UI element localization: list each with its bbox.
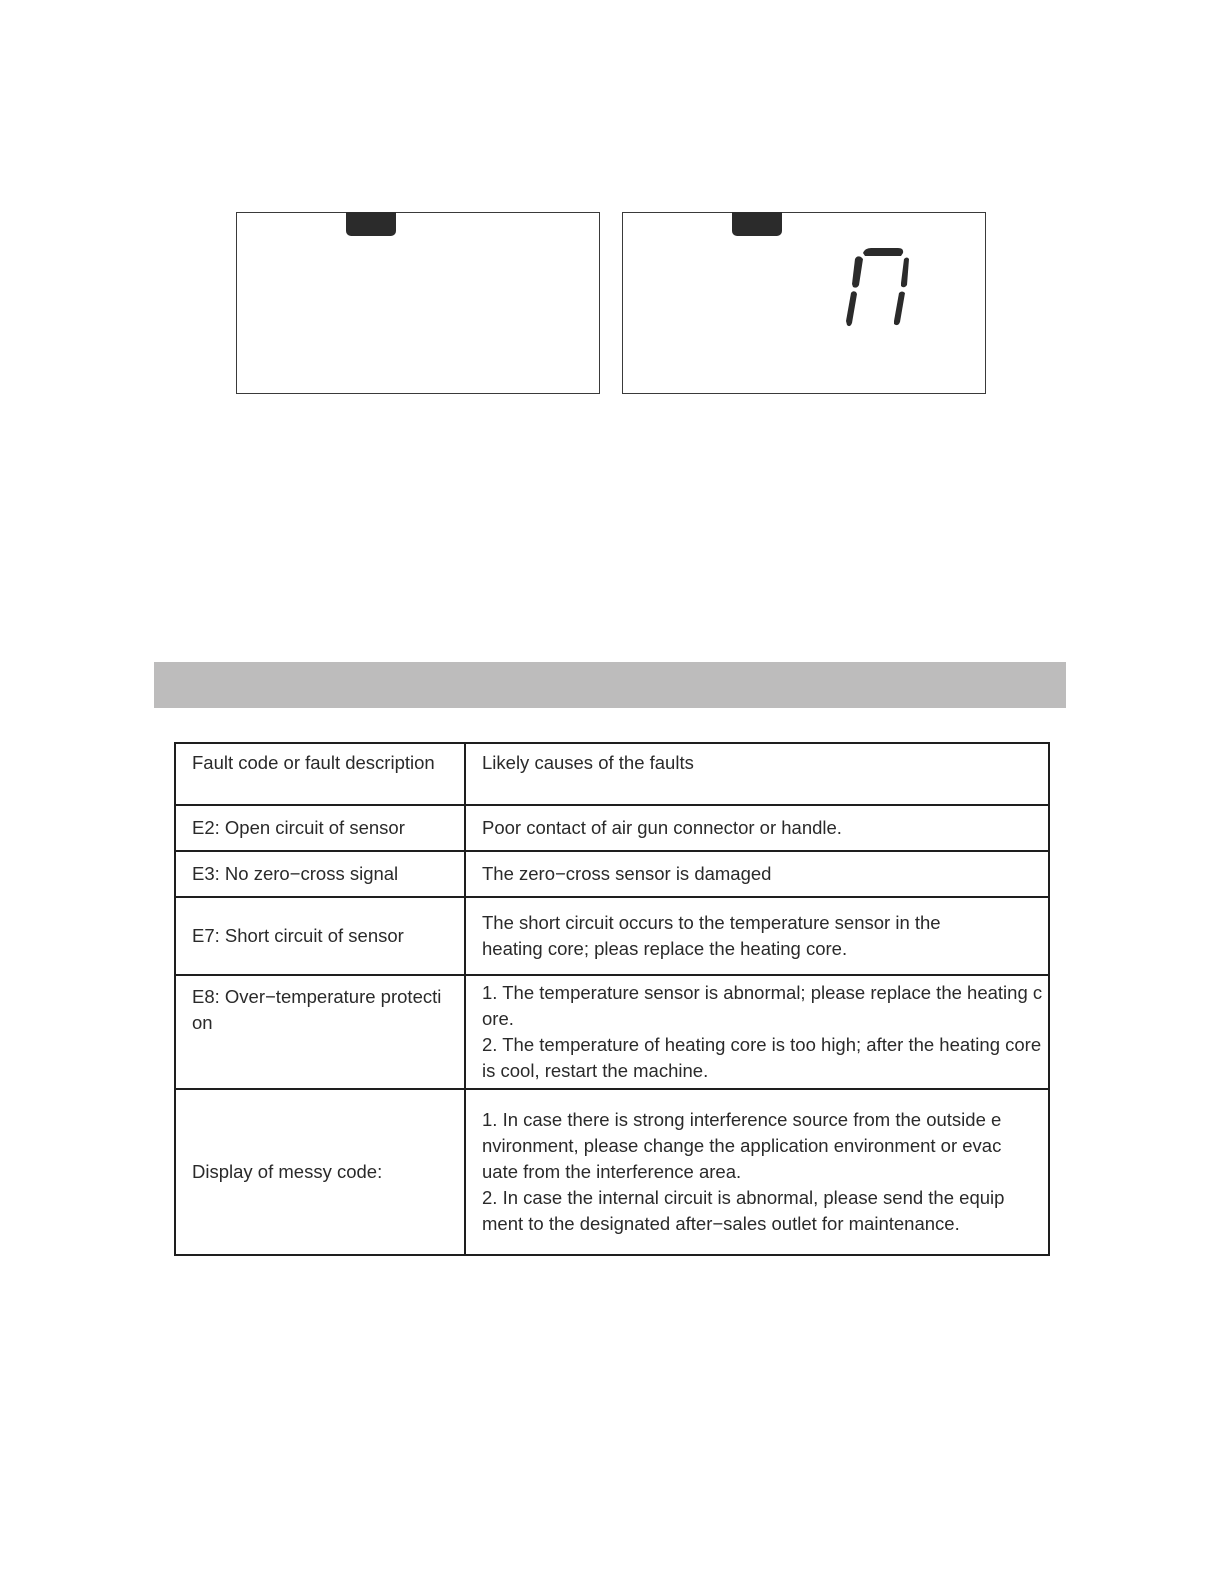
table-row [175,897,1049,975]
cause-text: The zero−cross sensor is damaged [482,863,772,884]
fault-cause-cell [465,1089,1049,1255]
segment-top [863,248,903,256]
lcd-display-blank [236,212,600,394]
fault-code-cell: E7: Short circuit of sensor [175,897,465,975]
table-header-row [175,743,1049,805]
fault-cause-cell [465,975,1049,1089]
fault-code-cell: Display of messy code: [175,1089,465,1255]
fault-code-cell: E8: Over−temperature protection [175,975,465,1089]
segment-lower-left [846,291,857,326]
table-row [175,975,1049,1089]
table-row [175,1089,1049,1255]
header-likely-causes: Likely causes of the faults [465,743,1049,805]
seven-segment-digit-icon [843,247,913,331]
cause-text: 1. In case there is strong interference source from the outside environment, please change the application environment or evacuate from the interference area. [482,1109,1002,1182]
table-row [175,851,1049,897]
lcd-indicator-tab [732,212,782,236]
fault-code-cell: E2: Open circuit of sensor [175,805,465,851]
fault-table [174,742,1050,1256]
cause-text: The short circuit occurs to the temperature sensor in the heating core; pleas replace the heating core. [482,912,941,959]
cause-text: 1. The temperature sensor is abnormal; please replace the heating core. [482,982,1043,1029]
fault-cause-cell [465,805,1049,851]
fault-cause-cell [465,897,1049,975]
table-row [175,805,1049,851]
cause-text: 2. The temperature of heating core is too high; after the heating core is cool, restart the machine. [482,1034,1042,1081]
lcd-display-segment [622,212,986,394]
segment-lower-right [894,292,905,326]
fault-cause-cell [465,851,1049,897]
cause-text: 2. In case the internal circuit is abnormal, please send the equipment to the designated after−sales outlet for maintenance. [482,1187,1005,1234]
header-fault-code: Fault code or fault description [175,743,465,805]
fault-code-cell: E3: No zero−cross signal [175,851,465,897]
lcd-indicator-tab [346,212,396,236]
segment-upper-left [852,256,863,287]
segment-upper-right [901,258,909,288]
section-header-bar [154,662,1066,708]
cause-text: Poor contact of air gun connector or handle. [482,817,842,838]
